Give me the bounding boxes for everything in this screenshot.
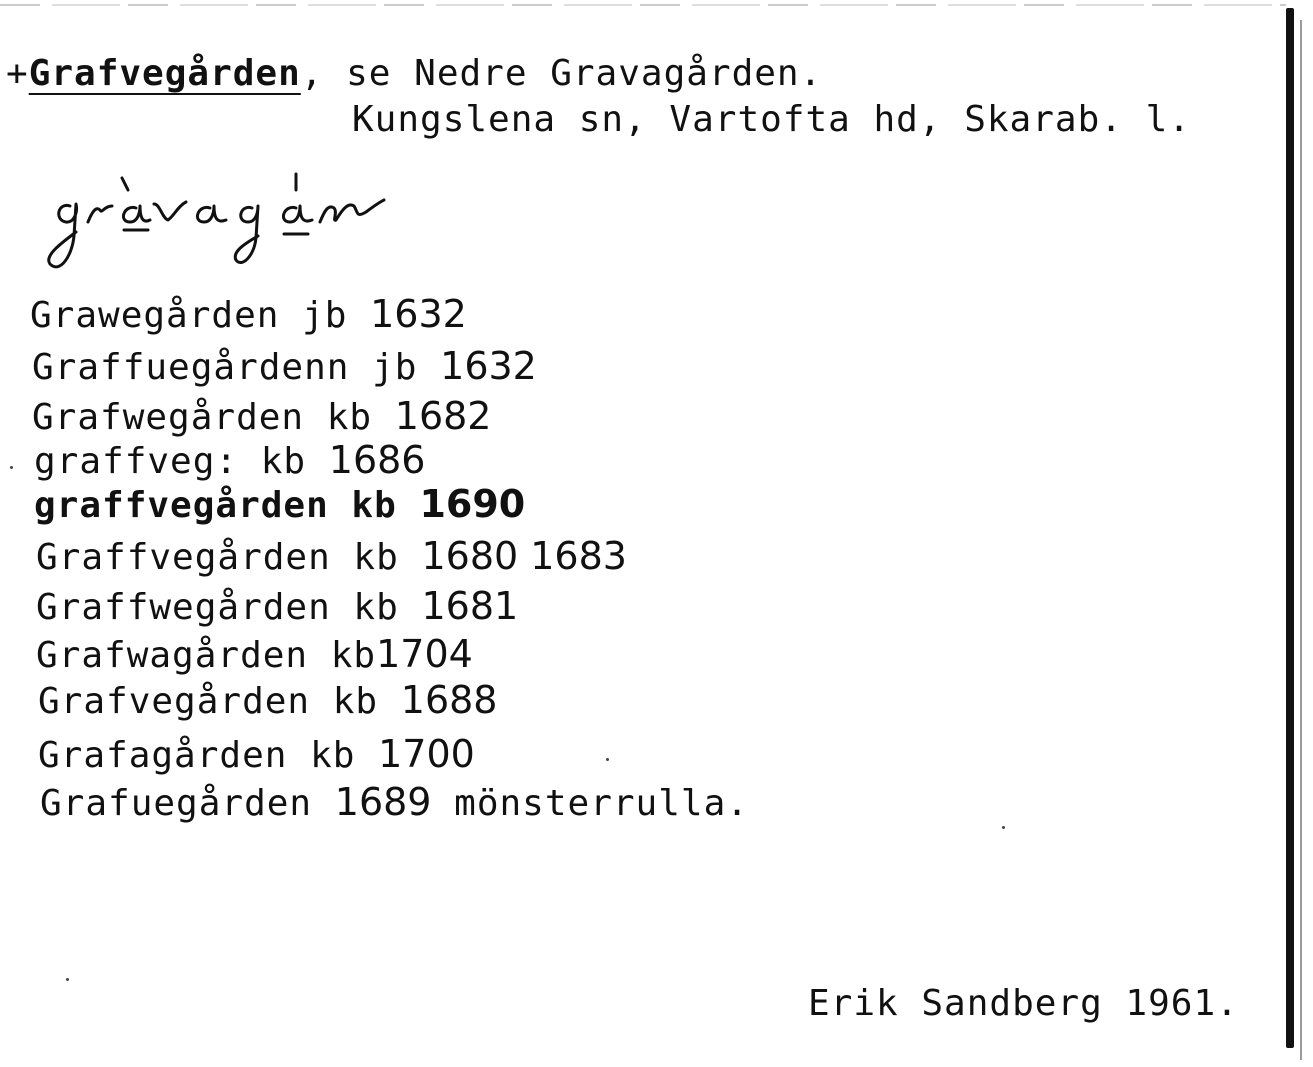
- location-line: Kungslena sn, Vartofta hd, Skarab. l.: [352, 99, 1191, 140]
- headword-row: [6, 54, 822, 94]
- form-entry-1: Grawegården jb 1632: [30, 292, 467, 336]
- cross-reference: , se Nedre Gravagården.: [300, 53, 823, 94]
- form-entry-7: Graffwegården kb 1681: [36, 584, 519, 628]
- form-entry-3: Grafwegården kb 1682: [32, 394, 492, 438]
- form-entry-2: Graffuegårdenn jb 1632: [32, 344, 537, 388]
- headword: Grafvegården: [28, 53, 301, 94]
- form-entry-8: Grafwagården kb1704: [36, 632, 473, 676]
- handwritten-pronunciation: [40, 156, 440, 276]
- card-right-edge: [1286, 8, 1294, 1048]
- card-top-edge: [0, 4, 1286, 6]
- speck: [606, 758, 609, 761]
- speck: [66, 978, 69, 981]
- entry-prefix: +: [6, 53, 29, 94]
- form-entry-6: Graffvegården kb 1680 1683: [36, 534, 627, 578]
- form-entry-4: graffveg: kb 1686: [34, 438, 426, 482]
- speck: [1002, 826, 1005, 829]
- form-entry-5: graffvegården kb 1690: [34, 482, 526, 526]
- form-entry-11: Grafuegården 1689 mönsterrulla.: [40, 780, 749, 824]
- card-right-edge-shadow: [1300, 20, 1302, 1060]
- speck: [10, 466, 13, 469]
- form-entry-10: Grafagården kb 1700: [38, 732, 475, 776]
- form-entry-9: Grafvegården kb 1688: [38, 678, 498, 722]
- signature: Erik Sandberg 1961.: [808, 983, 1239, 1024]
